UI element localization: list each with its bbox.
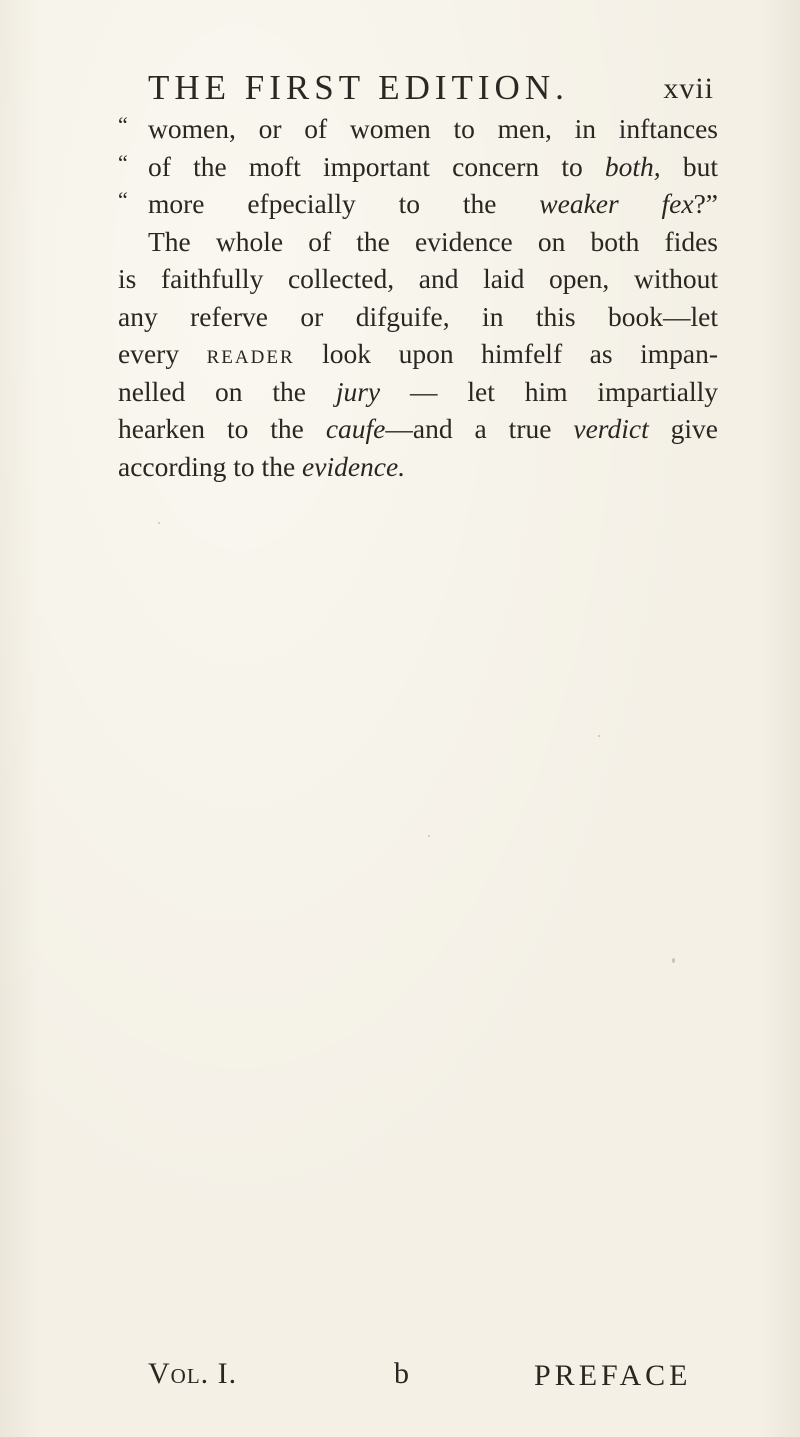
text-line (118, 110, 718, 148)
paper-speck (158, 522, 160, 524)
text-line (118, 410, 718, 448)
text-span: but (660, 150, 718, 182)
running-head-title: THE FIRST EDITION. (148, 68, 569, 107)
page-number: xvii (663, 72, 714, 105)
text-line (118, 185, 718, 223)
text-line (118, 335, 718, 373)
text-span: ?” (693, 188, 718, 219)
page-footer (0, 1357, 800, 1407)
text-span: The whole of the evidence on both fides (148, 225, 718, 257)
signature-mark: b (394, 1357, 409, 1390)
paper-speck (598, 735, 600, 737)
running-head (148, 68, 714, 112)
small-caps-text: reader (206, 338, 295, 369)
italic-text: verdict (573, 413, 649, 444)
quotation-mark: “ (118, 149, 128, 175)
text-span: —and a true (385, 413, 574, 444)
italic-text: both, (604, 150, 661, 182)
text-span: any referve or difguife, in this book—let (118, 300, 718, 332)
text-span: — let him impartially (380, 375, 718, 407)
paper-speck (672, 958, 675, 963)
text-line (118, 298, 718, 336)
italic-text: jury (335, 375, 381, 407)
text-span: nelled on the (118, 375, 336, 407)
text-span: of the moft important concern to (148, 150, 605, 182)
paper-speck (428, 835, 430, 837)
text-line (118, 373, 718, 411)
catchword: PREFACE (534, 1359, 692, 1392)
text-line (118, 223, 718, 261)
text-span: give (648, 413, 719, 444)
text-line (118, 148, 718, 186)
text-span: every (118, 338, 207, 369)
volume-label: Vol. I. (148, 1357, 238, 1390)
body-text (118, 110, 718, 485)
italic-text: evidence. (302, 450, 406, 482)
text-span: is faithfully collected, and laid open, without (118, 263, 718, 294)
italic-text: weaker fex (539, 188, 694, 219)
text-span: women, or of women to men, in inftances (148, 113, 718, 144)
text-line (118, 260, 718, 298)
quotation-mark: “ (118, 112, 128, 137)
text-line (118, 448, 718, 486)
text-span: look upon himfelf as impan- (294, 338, 718, 369)
text-span: according to the (118, 450, 303, 482)
italic-text: caufe (325, 413, 386, 444)
text-span: hearken to the (118, 413, 326, 444)
text-span: more efpecially to the (148, 188, 540, 219)
quotation-mark: “ (118, 187, 128, 212)
